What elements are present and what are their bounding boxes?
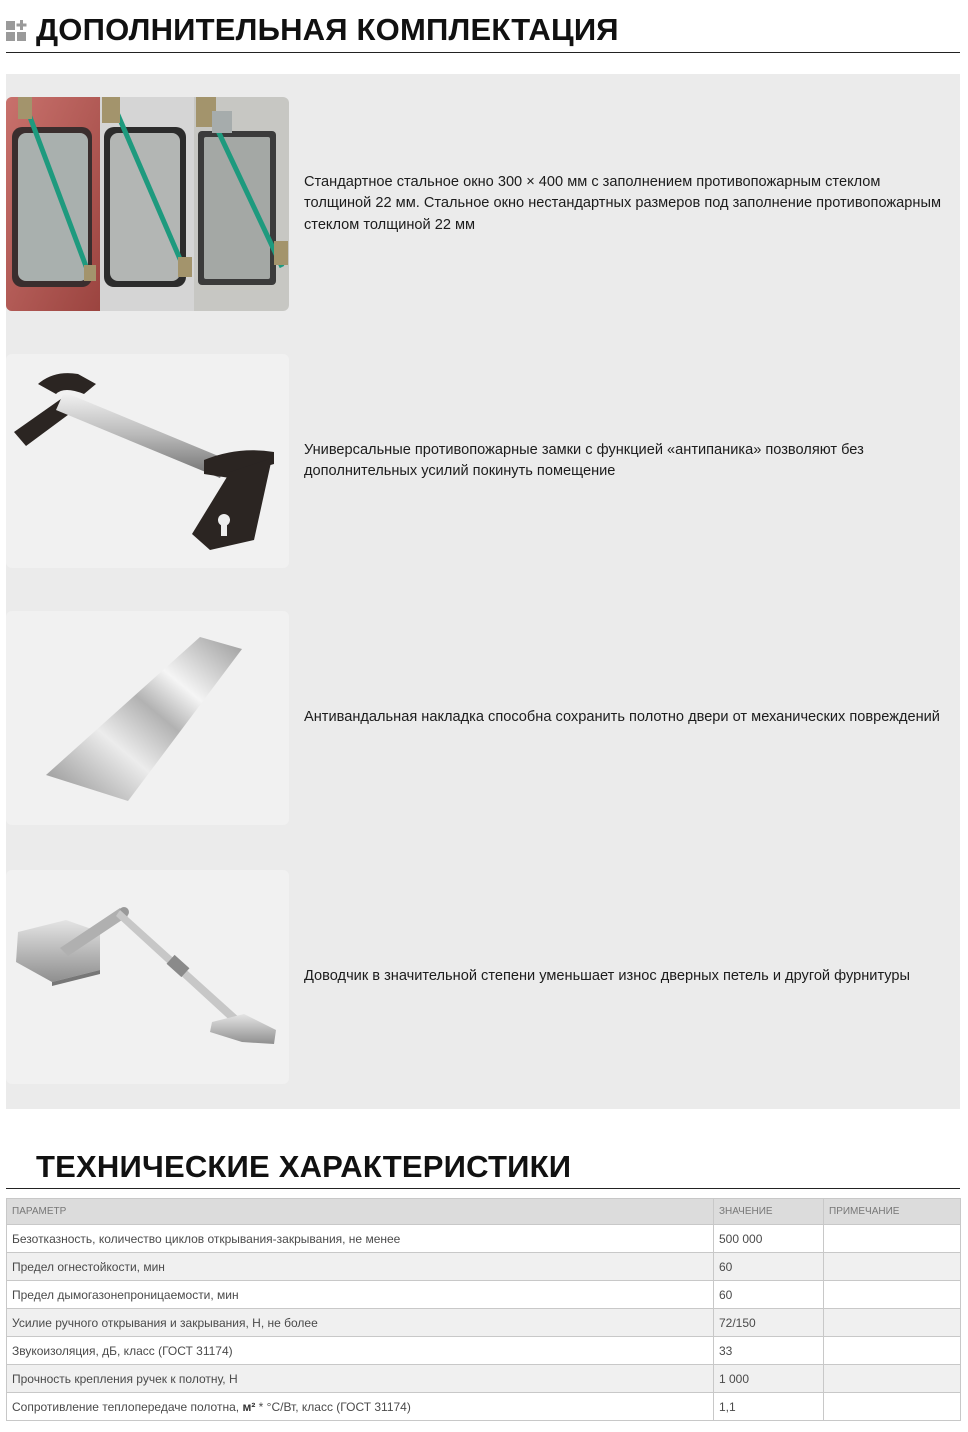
tech-specs-table <box>6 1198 961 1421</box>
antipanic-lock-image <box>6 354 289 568</box>
note-cell <box>824 1337 961 1365</box>
extras-item-lock <box>6 354 960 568</box>
table-row <box>7 1393 961 1421</box>
extras-item-closer <box>6 870 960 1084</box>
column-header-param: ПАРАМЕТР <box>7 1199 714 1225</box>
value-cell: 500 000 <box>714 1225 824 1253</box>
extras-item-description: Доводчик в значительной степени уменьшает износ дверных петель и другой фурнитуры <box>304 968 911 985</box>
param-cell <box>7 1393 714 1421</box>
param-cell: Прочность крепления ручек к полотну, Н <box>7 1365 714 1393</box>
table-row <box>7 1365 961 1393</box>
table-row <box>7 1309 961 1337</box>
antivandal-plate-image <box>6 611 289 825</box>
param-text: Сопротивление теплопередаче полотна, <box>12 1399 243 1414</box>
value-cell: 1 000 <box>714 1365 824 1393</box>
param-unit: м² <box>242 1399 256 1414</box>
param-cell: Звукоизоляция, дБ, класс (ГОСТ 31174) <box>7 1337 714 1365</box>
table-row <box>7 1253 961 1281</box>
note-cell <box>824 1253 961 1281</box>
param-cell: Предел огнестойкости, мин <box>7 1253 714 1281</box>
grid-plus-icon <box>6 20 28 42</box>
value-cell: 60 <box>714 1281 824 1309</box>
param-text: * °С/Вт, класс (ГОСТ 31174) <box>255 1399 411 1414</box>
extras-item-plate <box>6 611 960 825</box>
extras-item-description: Универсальные противопожарные замки с функцией «антипаника» позволяют без дополнительных усилий покинуть помещение <box>304 441 864 479</box>
extras-section-title: ДОПОЛНИТЕЛЬНАЯ КОМПЛЕКТАЦИЯ <box>36 12 619 47</box>
table-header-row <box>7 1199 961 1225</box>
value-cell: 60 <box>714 1253 824 1281</box>
column-header-value: ЗНАЧЕНИЕ <box>714 1199 824 1225</box>
note-cell <box>824 1225 961 1253</box>
table-row <box>7 1225 961 1253</box>
param-cell: Предел дымогазонепроницаемости, мин <box>7 1281 714 1309</box>
tech-section-title: ТЕХНИЧЕСКИЕ ХАРАКТЕРИСТИКИ <box>36 1149 572 1184</box>
note-cell <box>824 1365 961 1393</box>
param-cell: Безотказность, количество циклов открывания-закрывания, не менее <box>7 1225 714 1253</box>
value-cell: 1,1 <box>714 1393 824 1421</box>
value-cell: 72/150 <box>714 1309 824 1337</box>
extras-item-window <box>6 97 960 311</box>
note-cell <box>824 1393 961 1421</box>
steel-window-image <box>6 97 289 311</box>
tech-section-header <box>6 1140 960 1189</box>
table-row <box>7 1281 961 1309</box>
param-cell: Усилие ручного открывания и закрывания, Н, не более <box>7 1309 714 1337</box>
extras-item-description: Стандартное стальное окно 300 × 400 мм с заполнением противопожарным стеклом толщиной 22 мм. Стальное окно нестандартных размеров под заполнение противопожарным стеклом толщиной 22 мм <box>304 173 941 233</box>
extras-panel <box>6 74 960 1109</box>
extras-item-description: Антивандальная накладка способна сохранить полотно двери от механических повреждений <box>304 709 940 726</box>
table-row <box>7 1337 961 1365</box>
note-cell <box>824 1309 961 1337</box>
door-closer-image <box>6 870 289 1084</box>
value-cell: 33 <box>714 1337 824 1365</box>
extras-section-header <box>6 0 960 53</box>
note-cell <box>824 1281 961 1309</box>
column-header-note: ПРИМЕЧАНИЕ <box>824 1199 961 1225</box>
